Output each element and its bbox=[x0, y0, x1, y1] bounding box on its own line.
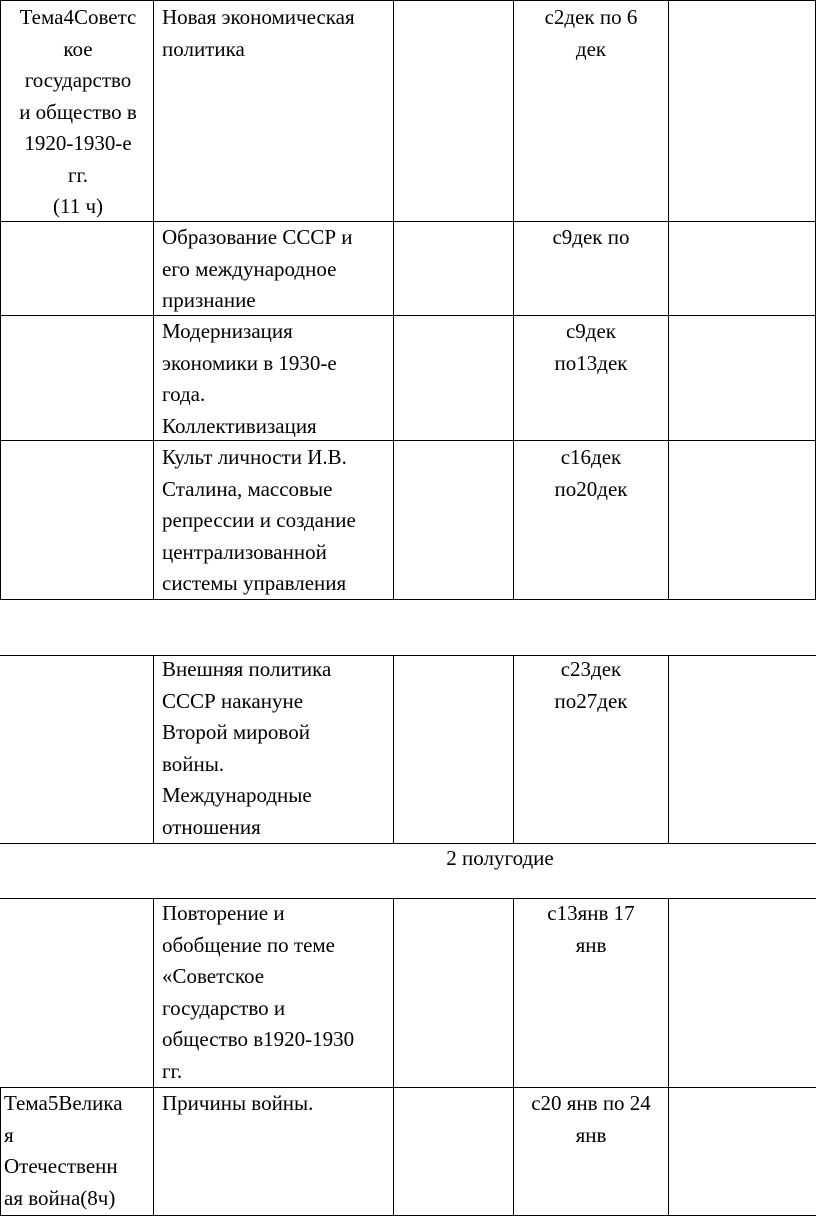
date-cell: с23дек по27дек bbox=[554, 657, 628, 713]
table-border bbox=[153, 0, 154, 600]
table-border bbox=[668, 898, 669, 1216]
date-cell: с16дек по20дек bbox=[554, 445, 628, 501]
topic-cell: Внешняя политика СССР накануне Второй мировой войны. Международные отношения bbox=[162, 657, 332, 839]
table-border bbox=[393, 898, 394, 1216]
topic-cell: Модернизация экономики в 1930-е года. Коллективизация bbox=[162, 319, 337, 438]
table-border bbox=[0, 0, 816, 1]
table-border bbox=[0, 1215, 816, 1216]
date-cell: с20 янв по 24 янв bbox=[531, 1091, 651, 1147]
table-border bbox=[153, 898, 154, 1216]
topic-cell: Культ личности И.В. Сталина, массовые репрессии и создание централизованной системы управления bbox=[162, 445, 356, 595]
table-border bbox=[0, 315, 816, 316]
date-cell: с9дек по13дек bbox=[554, 319, 628, 375]
table-border bbox=[153, 655, 154, 844]
theme-cell: Тема4Советс кое государство и общество в 1920-1930-е гг. (11 ч) bbox=[19, 5, 137, 218]
table-border bbox=[0, 599, 816, 600]
table-border bbox=[668, 655, 669, 844]
date-cell: с13янв 17 янв bbox=[547, 901, 635, 957]
table-border bbox=[0, 0, 1, 600]
date-cell: с9дек по bbox=[552, 225, 630, 249]
topic-cell: Повторение и обобщение по теме «Советское государство и общество в1920-1930 гг. bbox=[162, 901, 355, 1083]
table-border bbox=[668, 0, 669, 600]
table-border bbox=[393, 655, 394, 844]
date-cell: с2дек по 6 дек bbox=[544, 5, 638, 61]
table-border bbox=[0, 655, 816, 656]
topic-cell: Образование СССР и его международное признание bbox=[162, 225, 353, 312]
theme-cell: Тема5Велика я Отечественн ая война(8ч) bbox=[4, 1091, 123, 1210]
table-border bbox=[0, 1087, 1, 1216]
topic-cell: Новая экономическая политика bbox=[162, 5, 355, 61]
table-border bbox=[513, 0, 514, 600]
semester-label: 2 полугодие bbox=[446, 846, 554, 870]
topic-cell: Причины войны. bbox=[162, 1091, 314, 1115]
table-border bbox=[0, 440, 816, 441]
table-border bbox=[0, 898, 816, 899]
table-border bbox=[393, 0, 394, 600]
